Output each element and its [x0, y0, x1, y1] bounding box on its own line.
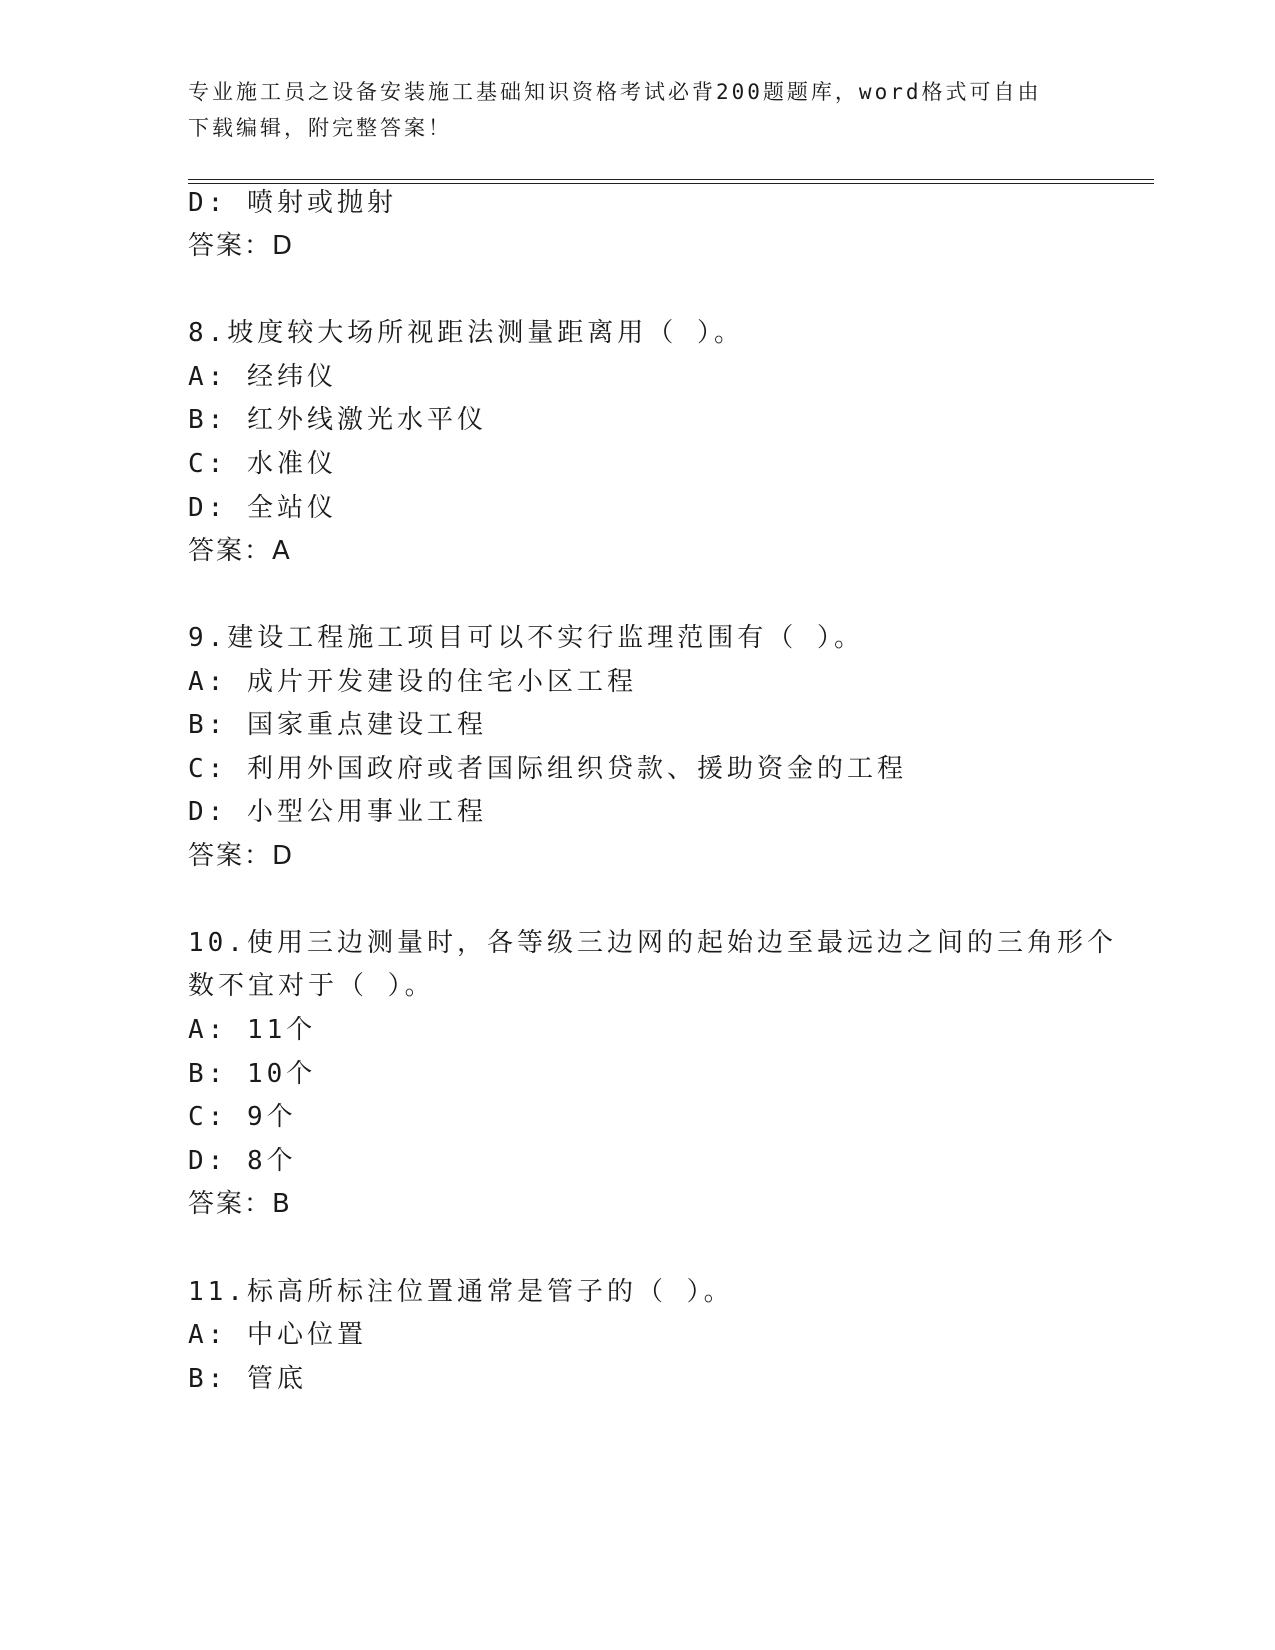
question-8-option-a: A: 经纬仪: [188, 362, 337, 392]
question-10-answer: 答案：B: [188, 1189, 292, 1219]
question-8-text: 8.坡度较大场所视距法测量距离用（ ）。: [188, 318, 744, 348]
question-10-option-b: B: 10个: [188, 1059, 317, 1089]
question-10-option-d: D: 8个: [188, 1146, 297, 1176]
question-9-text: 9.建设工程施工项目可以不实行监理范围有（ ）。: [188, 623, 864, 653]
question-8-option-b: B: 红外线激光水平仪: [188, 405, 487, 435]
question-11-option-b: B: 管底: [188, 1364, 307, 1394]
question-10-option-a: A: 11个: [188, 1015, 317, 1045]
prev-answer: 答案：D: [188, 231, 295, 261]
document-header: [188, 74, 1088, 146]
question-9-option-a: A: 成片开发建设的住宅小区工程: [188, 667, 637, 697]
question-9-option-b: B: 国家重点建设工程: [188, 710, 487, 740]
header-line-2: 下载编辑，附完整答案！: [188, 116, 452, 140]
question-11-text: 11.标高所标注位置通常是管子的（ ）。: [188, 1277, 734, 1307]
question-10-text-line-2: 数不宜对于（ ）。: [188, 971, 435, 1001]
question-8-answer: 答案：A: [188, 536, 292, 566]
question-9-option-c: C: 利用外国政府或者国际组织贷款、援助资金的工程: [188, 754, 907, 784]
question-8-option-d: D: 全站仪: [188, 493, 337, 523]
question-10-text-line-1: 10.使用三边测量时，各等级三边网的起始边至最远边之间的三角形个: [188, 928, 1117, 958]
prev-option-d: D: 喷射或抛射: [188, 188, 397, 218]
question-11-option-a: A: 中心位置: [188, 1320, 367, 1350]
question-8-option-c: C: 水准仪: [188, 449, 337, 479]
question-9-answer: 答案：D: [188, 841, 295, 871]
question-9-option-d: D: 小型公用事业工程: [188, 797, 487, 827]
question-10-option-c: C: 9个: [188, 1102, 297, 1132]
header-line-1: 专业施工员之设备安装施工基础知识资格考试必背200题题库，word格式可自由: [188, 80, 1042, 104]
